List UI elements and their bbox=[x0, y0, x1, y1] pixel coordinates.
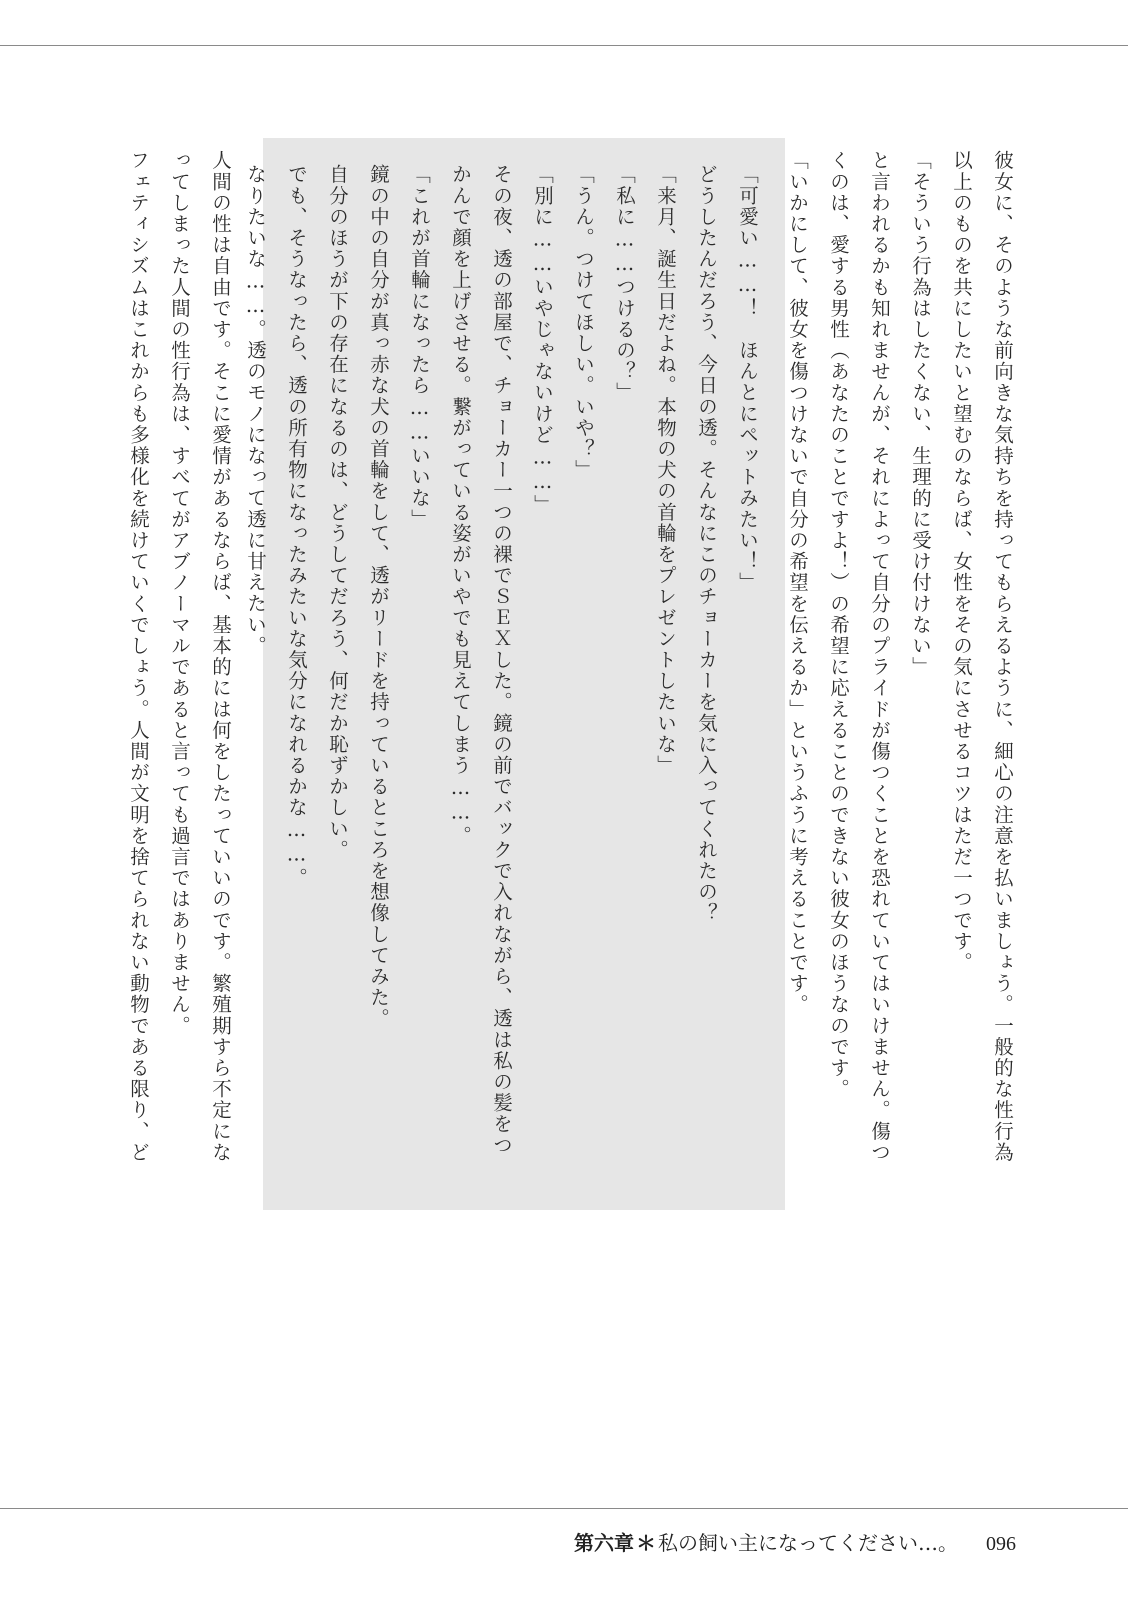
paragraph-line: 「いかにして、彼女を傷つけないで自分の希望を伝えるか」というふうに考えることです。 bbox=[786, 150, 809, 1016]
paragraph-line: 以上のものを共にしたいと望むのならば、女性をその気にさせるコツはただ一つです。 bbox=[950, 150, 973, 973]
footer-rule bbox=[0, 1508, 1128, 1509]
story-line: 「別に……いやじゃないけど……」 bbox=[531, 164, 554, 516]
story-line: 自分のほうが下の存在になるのは、どうしてだろう、何だか恥ずかしい。 bbox=[326, 164, 349, 861]
story-line: でも、そうなったら、透の所有物になったみたいな気分になれるかな……。 bbox=[285, 164, 308, 889]
paragraph-line: 人間の性は自由です。そこに愛情があるならば、基本的には何をしたっていいのです。繁殖期すら不定にな bbox=[209, 150, 232, 1163]
story-line: その夜、透の部屋で、チョーカー一つの裸でＳＥＸした。鏡の前でバックで入れながら、透は私の髪をつ bbox=[490, 164, 513, 1156]
story-box-text bbox=[235, 164, 768, 1156]
paragraph-line: ってしまった人間の性行為は、すべてがアブノーマルであると言っても過言ではありません。 bbox=[168, 150, 191, 1037]
story-line: なりたいな……。透のモノになって透に甘えたい。 bbox=[244, 164, 267, 657]
paragraph-line: フェティシズムはこれからも多様化を続けていくでしょう。人間が文明を捨てられない動物である限り、ど bbox=[127, 150, 150, 1163]
story-line: 「これが首輪になったら……いいな」 bbox=[408, 164, 431, 530]
footer-separator: ＊ bbox=[636, 1531, 656, 1555]
story-line: 「可愛い……！ ほんとにペットみたい！」 bbox=[736, 164, 759, 593]
paragraph-line: くのは、愛する男性（あなたのことですよ！）の希望に応えることのできない彼女のほうなのです。 bbox=[827, 150, 850, 1100]
chapter-title: 私の飼い主になってください…。 bbox=[658, 1531, 958, 1555]
body-text-bottom bbox=[118, 150, 241, 1230]
story-line: 「私に……つけるの？」 bbox=[613, 164, 636, 404]
body-text-top bbox=[777, 150, 1023, 1230]
story-line: どうしたんだろう、今日の透。そんなにこのチョーカーを気に入ってくれたの？ bbox=[695, 164, 718, 924]
story-line: 「来月、誕生日だよね。本物の犬の首輪をプレゼントしたいな」 bbox=[654, 164, 677, 776]
header-rule bbox=[0, 45, 1128, 46]
story-line: 「うん。つけてほしい。いや？」 bbox=[572, 164, 595, 481]
paragraph-line: 「そういう行為はしたくない、生理的に受け付けない」 bbox=[909, 150, 932, 678]
story-line: 鏡の中の自分が真っ赤な犬の首輪をして、透がリードを持っているところを想像してみた。 bbox=[367, 164, 390, 1030]
page-footer bbox=[574, 1530, 1016, 1557]
paragraph-line: 彼女に、そのような前向きな気持ちを持ってもらえるように、細心の注意を払いましょう。一般的な性行為 bbox=[991, 150, 1014, 1163]
chapter-label: 第六章 bbox=[574, 1531, 634, 1555]
story-line: かんで顔を上げさせる。繋がっている姿がいやでも見えてしまう……。 bbox=[449, 164, 472, 847]
page-number: 096 bbox=[986, 1533, 1016, 1555]
paragraph-line: と言われるかも知れませんが、それによって自分のプライドが傷つくことを恐れていてはいけません。傷つ bbox=[868, 150, 891, 1163]
